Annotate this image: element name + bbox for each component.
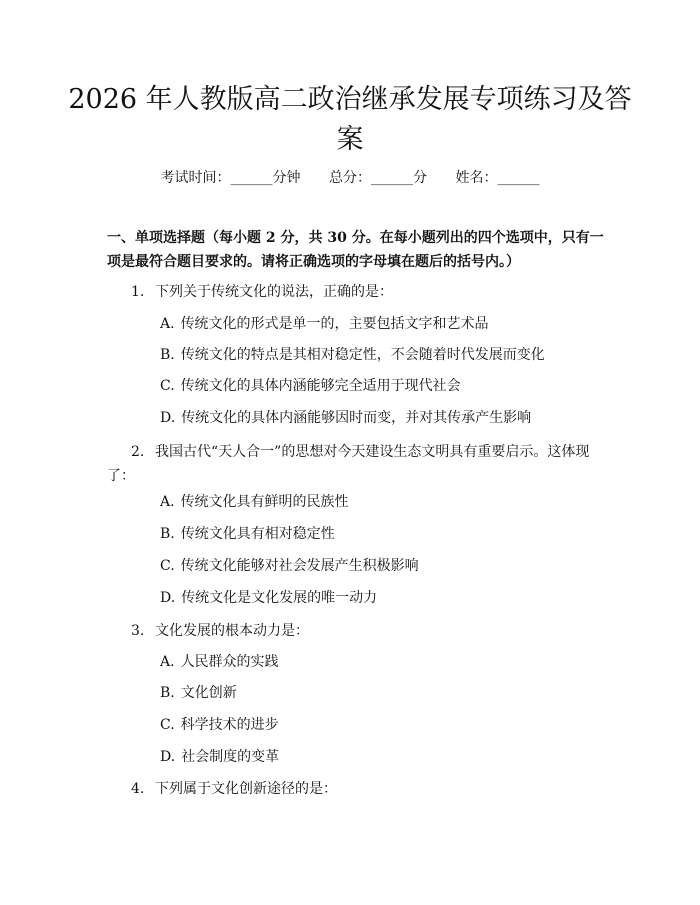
option-letter: B. — [160, 526, 175, 542]
option-letter: A. — [160, 654, 175, 670]
question-3-option-d — [160, 745, 620, 769]
option-letter: C. — [160, 378, 175, 394]
option-text: 传统文化是文化发展的唯一动力 — [181, 590, 378, 606]
option-text: 文化创新 — [180, 685, 237, 701]
question-2-option-d — [160, 586, 620, 610]
option-letter: D. — [160, 749, 176, 765]
question-1-option-c — [160, 374, 620, 398]
question-1 — [107, 280, 607, 304]
question-number: 2. — [131, 444, 145, 460]
option-letter: B. — [160, 685, 175, 701]
option-text: 科学技术的进步 — [180, 717, 279, 733]
question-1-option-d — [160, 406, 620, 430]
exam-meta-line — [0, 168, 700, 188]
question-2-option-c — [160, 554, 620, 578]
question-1-option-a — [160, 312, 620, 336]
question-number: 3. — [131, 623, 145, 639]
option-text: 传统文化的形式是单一的，主要包括文字和艺术品 — [180, 316, 489, 332]
option-text: 传统文化的特点是其相对稳定性，不会随着时代发展而变化 — [180, 347, 545, 363]
question-2-option-b — [160, 522, 620, 546]
question-4 — [107, 777, 607, 801]
option-text: 传统文化能够对社会发展产生积极影响 — [180, 558, 419, 574]
question-stem: 我国古代“天人合一”的思想对今天建设生态文明具有重要启示。这体现了： — [107, 444, 590, 484]
option-text: 传统文化具有相对稳定性 — [180, 526, 335, 542]
exam-time-field: 考试时间：______分钟 — [160, 170, 301, 186]
question-2 — [107, 440, 607, 488]
option-text: 传统文化的具体内涵能够完全适用于现代社会 — [180, 378, 461, 394]
question-stem: 下列属于文化创新途径的是： — [155, 781, 337, 797]
question-stem: 下列关于传统文化的说法，正确的是： — [155, 284, 393, 300]
question-stem: 文化发展的根本动力是： — [155, 623, 309, 639]
question-number: 1. — [131, 284, 145, 300]
option-text: 人民群众的实践 — [180, 654, 279, 670]
option-letter: D. — [160, 590, 176, 606]
option-letter: A. — [160, 494, 175, 510]
option-letter: B. — [160, 347, 175, 363]
question-1-option-b — [160, 343, 620, 367]
question-3 — [107, 619, 607, 643]
total-score-field: 总分：______分 — [329, 170, 427, 186]
question-3-option-c — [160, 713, 620, 737]
document-title: 2026 年人教版高二政治继承发展专项练习及答案 — [68, 84, 632, 155]
question-2-option-a — [160, 490, 620, 514]
option-text: 社会制度的变革 — [181, 749, 280, 765]
student-name-field: 姓名：______ — [455, 170, 540, 186]
question-3-option-b — [160, 681, 620, 705]
option-letter: A. — [160, 316, 175, 332]
option-text: 传统文化具有鲜明的民族性 — [180, 494, 349, 510]
option-text: 传统文化的具体内涵能够因时而变，并对其传承产生影响 — [181, 410, 532, 426]
question-number: 4. — [131, 781, 145, 797]
option-letter: C. — [160, 558, 175, 574]
option-letter: C. — [160, 717, 175, 733]
section-heading: 一、单项选择题（每小题 2 分，共 30 分。在每小题列出的四个选项中，只有一项是最符合题目要求的。请将正确选项的字母填在题后的括号内。） — [107, 230, 604, 270]
option-letter: D. — [160, 410, 176, 426]
question-3-option-a — [160, 650, 620, 674]
